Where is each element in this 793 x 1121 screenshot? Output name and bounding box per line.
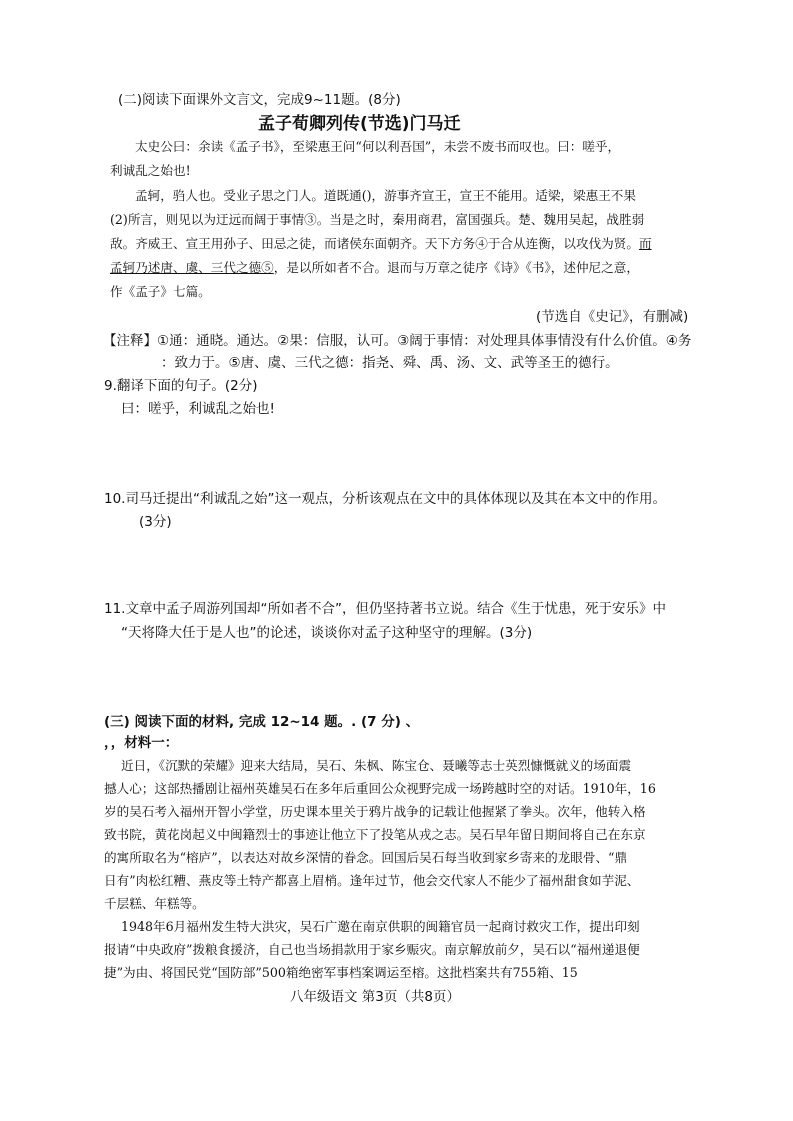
section2-heading: (二)阅读下面课外文言文，完成9~11题。(8分) xyxy=(118,92,401,108)
material1-p2-line3: 捷”为由、将国民党“国防部”500箱绝密军事档案调运至榕。这批档案共有755箱、15 xyxy=(104,965,578,980)
passage-source: (节选自《史记》，有删减) xyxy=(536,309,689,325)
passage-para1-line2: 利诚乱之始也! xyxy=(110,163,191,178)
material1-p1-line3: 岁的吴石考入福州开智小学堂，历史课本里关于鸦片战争的记载让他握紧了拳头。次年，他转入格 xyxy=(104,804,646,819)
material1-p1-line5: 的寓所取名为“榕庐”，以表达对故乡深情的眷念。回国后吴石每当收到家乡寄来的龙眼骨、“鼎 xyxy=(104,850,628,865)
material1-p1-line4: 致书院，黄花岗起义中闽籍烈士的事迹让他立下了投笔从戎之志。吴石早年留日期间将自己在东京 xyxy=(104,827,646,842)
passage-title: 孟子荀卿列传(节选)门马迁 xyxy=(258,114,461,134)
passage-underlined-sentence: 孟轲乃述唐、虞、三代之德⑤ xyxy=(110,260,274,275)
notes-line2: ：致力于。⑤唐、虞、三代之德：指尧、舜、禹、汤、文、武等圣王的德行。 xyxy=(161,355,619,371)
page-footer: 八年级语文 第3页（共8页） xyxy=(290,989,460,1005)
question-11-line1: 11.文章中孟子周游列国却“所如者不合”，但仍坚持著书立说。结合《生于忧患，死于安乐》中 xyxy=(104,601,666,617)
passage-para1-line1: 太史公曰：余读《孟子书》，至梁惠王问“何以利吾国”，未尝不废书而叹也。曰：嗟乎， xyxy=(135,139,621,154)
notes-line1: 【注释】①通：通晓。通达。②果：信服，认可。③阔于事情：对处理具体事情没有什么价值。④务 xyxy=(103,333,692,349)
passage-para2-line4-text: ，是以所如者不合。退而与万章之徒序《诗》《书》，述仲尼之意， xyxy=(273,260,639,275)
material1-label: ，，材料一： xyxy=(104,735,179,751)
section3-heading: (三) 阅读下面的材料, 完成 12~14 题。. (7 分) 、 xyxy=(104,714,420,730)
passage-para2-line1: 孟轲，驺人也。受业子思之门人。道既通()，游事齐宣王，宣王不能用。适梁，梁惠王不果 xyxy=(135,188,636,203)
question-9-sentence: 曰：嗟乎，利诚乱之始也! xyxy=(121,401,275,417)
material1-p2-line2: 报请“中央政府”拨粮食援济，自己也当场捐款用于家乡赈灾。南京解放前夕，吴石以“福州递退便 xyxy=(104,942,640,957)
passage-para2-line5: 作《孟子》七篇。 xyxy=(110,284,211,299)
question-10-line1: 10.司马迁提出“利诚乱之始”这一观点，分析该观点在文中的具体体现以及其在本文中的作用。 xyxy=(104,491,666,507)
question-9: 9.翻译下面的句子。(2分) xyxy=(104,378,258,394)
passage-para2-line3 xyxy=(110,233,652,252)
question-10-line2: (3分) xyxy=(139,514,172,530)
question-11-line2: “天将降大任于是人也”的论述，谈谈你对孟子这种坚守的理解。(3分) xyxy=(121,625,533,641)
passage-para2-line2: (2)所言，则见以为迂远而阔于事情③。当是之时，秦用商君，富国强兵。楚、魏用吴起，战胜弱 xyxy=(110,212,645,227)
material1-p2-line1: 1948年6月福州发生特大洪灾，吴石广邀在南京供职的闽籍官员一起商讨救灾工作，提出印刻 xyxy=(121,919,640,934)
passage-underlined-start: 而 xyxy=(638,236,652,251)
material1-p1-line6: 日有”肉松红糟、燕皮等土特产都喜上眉梢。逢年过节，他会交代家人不能少了福州甜食如芋泥、 xyxy=(104,873,640,888)
passage-para2-line4 xyxy=(110,257,639,276)
material1-p1-line1: 近日，《沉默的荣耀》迎来大结局，吴石、朱枫、陈宝仓、聂曦等志士英烈慷慨就义的场面震 xyxy=(121,758,632,773)
material1-p1-line7: 千层糕、年糕等。 xyxy=(104,896,205,911)
material1-p1-line2: 撼人心；这部热播剧让福州英雄吴石在多年后重回公众视野完成一场跨越时空的对话。1910年，16 xyxy=(104,781,656,796)
passage-para2-line3-text: 敌。齐威王、宣王用孙子、田忌之徒，而诸侯东面朝齐。天下方务④于合从连衡，以攻伐为贤。 xyxy=(110,236,639,251)
